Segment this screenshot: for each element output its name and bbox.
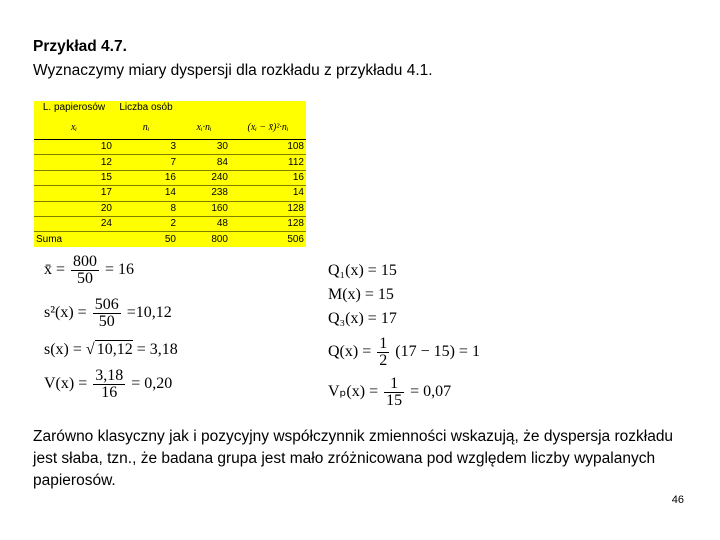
table-cell: 30 (178, 140, 230, 155)
table-cell: 112 (230, 155, 306, 170)
table-cell: 84 (178, 155, 230, 170)
variance-numerator: 506 (94, 296, 119, 313)
stddev-result: = 3,18 (136, 341, 178, 358)
q3-formula: Q₃(x) = 17 (328, 310, 397, 327)
table-cell: 160 (178, 201, 230, 216)
table-row (34, 155, 306, 170)
table-row (34, 201, 306, 216)
cv-numerator: 3,18 (95, 367, 124, 384)
table-cell: 14 (230, 186, 306, 201)
table-cell: 240 (178, 170, 230, 185)
stddev-radicand: 10,12 (96, 341, 133, 358)
table-cell: 3 (114, 140, 178, 155)
table-cell: 16 (230, 170, 306, 185)
table-row (34, 170, 306, 185)
variance-result: =10,12 (126, 304, 172, 322)
variance-denominator: 50 (98, 313, 115, 330)
table-row (34, 186, 306, 201)
sqrt-icon: √ (85, 341, 95, 358)
slide-subtitle: Wyznaczymy miary dyspersji dla rozkładu z przykładu 4.1. (33, 62, 433, 79)
mean-result: = 16 (105, 261, 135, 279)
header-cigarettes: L. papierosów (42, 102, 106, 113)
table-cell: 238 (178, 186, 230, 201)
table-row (34, 140, 306, 155)
symbol-n: nᵢ (142, 122, 150, 133)
slide-title: Przykład 4.7. (33, 38, 127, 55)
cv-result: = 0,20 (131, 375, 173, 393)
header-empty-1 (178, 101, 230, 117)
q1-formula: Q₁(x) = 15 (328, 262, 397, 279)
table-cell: 20 (34, 201, 114, 216)
qdev-lhs: Q(x) = (328, 343, 372, 361)
sum-n: 50 (114, 232, 178, 247)
median-formula: M(x) = 15 (328, 286, 394, 303)
header-persons: Liczba osób (119, 102, 173, 113)
table-cell: 14 (114, 186, 178, 201)
stddev-formula (44, 342, 178, 358)
vp-result: = 0,07 (410, 383, 452, 401)
qdev-formula (328, 336, 480, 369)
table-cell: 24 (34, 216, 114, 231)
table-header-row (34, 101, 306, 117)
mean-numerator: 800 (73, 253, 98, 270)
table-symbol-row (34, 117, 306, 140)
cv-denominator: 16 (101, 384, 118, 401)
cv-formula (44, 368, 172, 401)
mean-formula (44, 254, 134, 287)
table-cell: 10 (34, 140, 114, 155)
cv-lhs: V(x) = (44, 375, 88, 393)
table-cell: 128 (230, 201, 306, 216)
symbol-sq-dev: (xᵢ − x̄)²·nᵢ (247, 122, 289, 133)
sum-xn: 800 (178, 232, 230, 247)
header-empty-2 (230, 101, 306, 117)
table-cell: 16 (114, 170, 178, 185)
page-number: 46 (671, 494, 684, 506)
table-cell: 48 (178, 216, 230, 231)
sum-sq-dev: 506 (230, 232, 306, 247)
table-sum-row (34, 232, 306, 247)
table-cell: 108 (230, 140, 306, 155)
mean-fraction (71, 254, 99, 287)
mean-lhs: x̄ = (44, 261, 66, 279)
vp-fraction (384, 376, 404, 409)
variance-fraction (93, 297, 121, 330)
vp-numerator: 1 (384, 376, 404, 393)
qdev-denominator: 2 (379, 352, 388, 369)
table-cell: 128 (230, 216, 306, 231)
table-cell: 17 (34, 186, 114, 201)
vp-formula (328, 376, 451, 409)
table-cell: 7 (114, 155, 178, 170)
vp-lhs: Vₚ(x) = (328, 383, 379, 401)
cv-fraction (93, 368, 125, 401)
table-row (34, 216, 306, 231)
qdev-fraction (377, 336, 389, 369)
variance-formula (44, 297, 172, 330)
qdev-numerator: 1 (379, 335, 388, 352)
stddev-lhs: s(x) = (44, 341, 82, 358)
mean-denominator: 50 (77, 270, 94, 287)
symbol-x: xᵢ (70, 122, 78, 133)
table-cell: 8 (114, 201, 178, 216)
frequency-table (34, 101, 306, 247)
variance-lhs: s²(x) = (44, 304, 87, 322)
sum-label: Suma (34, 232, 114, 247)
table-cell: 2 (114, 216, 178, 231)
conclusion-text: Zarówno klasyczny jak i pozycyjny współczynnik zmienności wskazują, że dyspersja rozkładu jest słaba, tzn., że badana grupa jest mało zróżnicowana pod względem liczby wypalanych papierosów. (33, 428, 674, 489)
table-cell: 12 (34, 155, 114, 170)
symbol-xn: xᵢ·nᵢ (196, 122, 212, 133)
vp-denominator: 15 (386, 392, 403, 409)
table-cell: 15 (34, 170, 114, 185)
qdev-result: (17 − 15) = 1 (395, 343, 480, 361)
